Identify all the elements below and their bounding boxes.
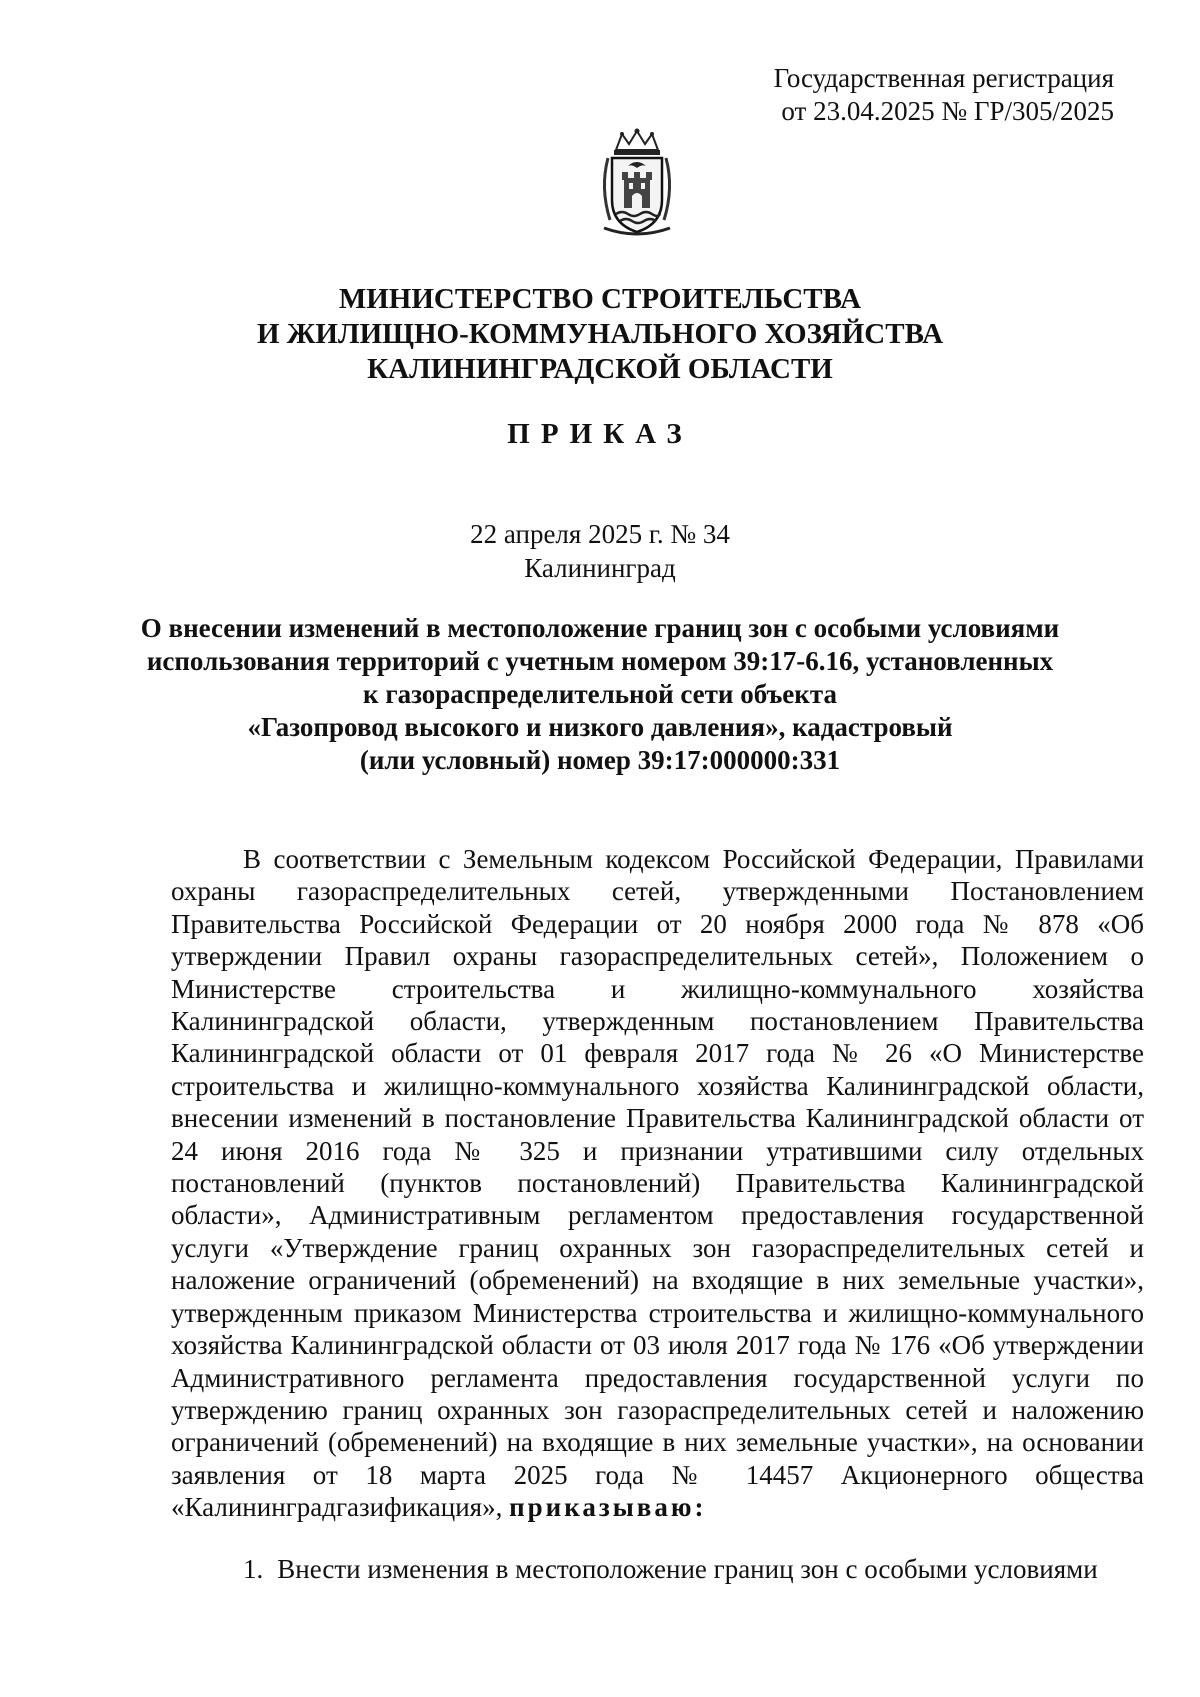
registration-line-2: от 23.04.2025 № ГР/305/2025	[781, 96, 1114, 126]
subject-line-1: О внесении изменений в местоположение границ зон с особыми условиями	[140, 613, 1060, 643]
order-date: 22 апреля 2025 г. № 34	[470, 519, 730, 549]
registration-line-1: Государственная регистрация	[773, 63, 1114, 93]
ministry-name	[0, 282, 1200, 387]
registration-stamp	[774, 62, 1114, 128]
ministry-line-2: И ЖИЛИЩНО-КОММУНАЛЬНОГО ХОЗЯЙСТВА	[256, 318, 944, 350]
list-item	[243, 1553, 1144, 1585]
item-text: Внести изменения в местоположение границ зон с особыми условиями	[277, 1554, 1098, 1584]
coat-of-arms-icon	[598, 128, 676, 238]
order-date-block	[0, 517, 1200, 585]
subject-line-5: (или условный) номер 39:17:000000:331	[359, 745, 841, 775]
order-word: приказываю:	[509, 1492, 707, 1523]
preamble-paragraph	[171, 843, 1144, 1524]
item-number: 1.	[243, 1554, 264, 1584]
order-subject	[0, 612, 1200, 777]
ministry-line-3: КАЛИНИНГРАДСКОЙ ОБЛАСТИ	[367, 353, 833, 385]
preamble-text: В соответствии с Земельным кодексом Российской Федерации, Правилами охраны газораспределительных сетей, утвержденными Постановлением Правительства Российской Федерации от 20 ноября 2000 года № 878 «Об утверждении Правил охраны газораспределительных сетей», Положением о Министерстве строительства и жилищно-коммунального хозяйства Калининградской области, утвержденным постановлением Правительства Калининградской области от 01 февраля 2017 года № 26 «О Министерстве строительства и жилищно-коммунального хозяйства Калининградской области, внесении изменений в постановление Правительства Калининградской области от 24 июня 2016 года № 325 и признании утратившими силу отдельных постановлений (пунктов постановлений) Правительства Калининградской области», Административным регламентом предоставления государственной услуги «Утверждение границ охранных зон газораспределительных сетей и наложение ограничений (обременений) на входящие в них земельные участки», утвержденным приказом Министерства строительства и жилищно-коммунального хозяйства Калининградской области от 03 июля 2017 года № 176 «Об утверждении Административного регламента предоставления государственной услуги по утверждению границ охранных зон газораспределительных сетей и наложению ограничений (обременений) на входящие в них земельные участки», на основании заявления от 18 марта 2025 года № 14457 Акционерного общества «Калининградгазификация»,	[171, 844, 1144, 1523]
order-title: ПРИКАЗ	[507, 418, 693, 450]
ministry-line-1: МИНИСТЕРСТВО СТРОИТЕЛЬСТВА	[338, 283, 862, 315]
subject-line-2: использования территорий с учетным номером 39:17-6.16, установленных	[146, 646, 1054, 676]
subject-line-4: «Газопровод высокого и низкого давления», кадастровый	[247, 712, 953, 742]
order-city: Калининград	[524, 553, 676, 583]
subject-line-3: к газораспределительной сети объекта	[363, 679, 837, 709]
